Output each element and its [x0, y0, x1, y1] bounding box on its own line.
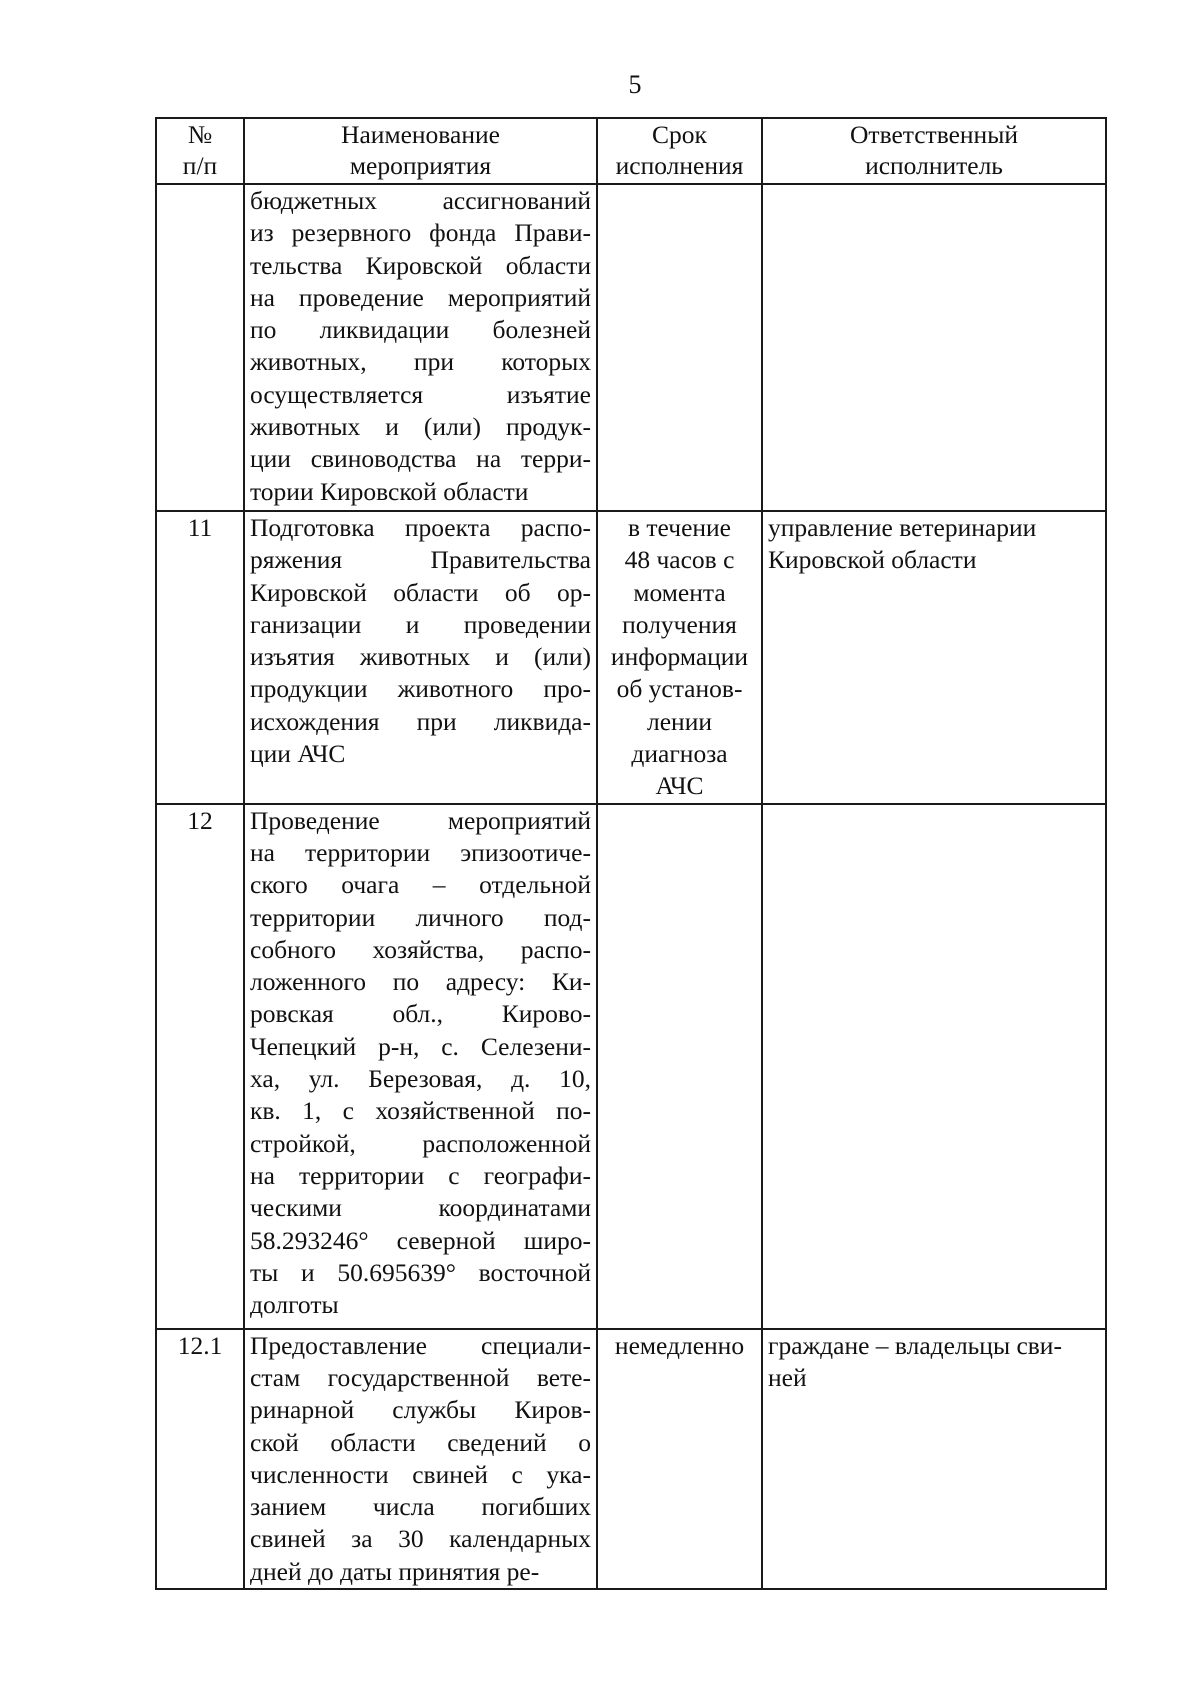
measure-name-line: занием числа погибших: [250, 1492, 591, 1522]
deadline-line: информации: [610, 642, 749, 672]
measure-name-line: Подготовка проекта распо-: [250, 513, 591, 542]
measure-name: [244, 184, 597, 511]
header-term: [597, 118, 762, 184]
measure-name: [244, 1329, 597, 1589]
measure-name-line: дней до даты принятия ре-: [250, 1556, 540, 1586]
measure-name-line: Чепецкий р-н, с. Селезени-: [250, 1031, 591, 1061]
measure-name-line: ложенного по адресу: Ки-: [250, 967, 591, 997]
measure-name-line: животных, при которых: [250, 347, 591, 377]
deadline-line: 48 часов с: [624, 545, 735, 575]
measure-name-line: долготы: [250, 1290, 339, 1320]
measure-name-line: ха, ул. Березовая, д. 10,: [250, 1064, 591, 1094]
measure-name-line: собного хозяйства, распо-: [250, 934, 591, 964]
measure-name-line: кв. 1, с хозяйственной по-: [250, 1096, 591, 1126]
measure-name: [244, 804, 597, 1329]
responsible-executor-line: граждане – владельцы сви-: [768, 1330, 1062, 1360]
row-number: [156, 184, 244, 511]
deadline-line: в течение: [628, 513, 731, 542]
measure-name-line: на проведение мероприятий: [250, 282, 591, 312]
table-row: [156, 184, 1106, 511]
measure-name-line: из резервного фонда Прави-: [250, 218, 591, 248]
page-number: 5: [628, 70, 642, 99]
responsible-executor: [762, 511, 1106, 804]
measure-name-line: ции АЧС: [250, 739, 346, 769]
measure-name-line: ты и 50.695639° восточной: [250, 1257, 591, 1287]
measure-name-line: ровская обл., Кирово-: [250, 999, 591, 1029]
measure-name-line: тории Кировской области: [250, 476, 529, 506]
header-responsible-line: исполнитель: [865, 151, 1003, 180]
measure-name-line: на территории с географи-: [250, 1160, 591, 1190]
measure-name-line: численности свиней с ука-: [250, 1459, 591, 1489]
measure-name-line: ряжения Правительства: [250, 545, 591, 575]
deadline: [597, 1329, 762, 1589]
deadline: [597, 184, 762, 511]
deadline-line: немедленно: [614, 1330, 745, 1360]
measure-name-line: территории личного под-: [250, 902, 591, 932]
responsible-executor-line: Кировской области: [768, 545, 977, 575]
deadline-line: об установ-: [616, 674, 743, 704]
header-term-line: Срок: [652, 120, 707, 149]
table-row: [156, 1329, 1106, 1589]
measure-name-line: ской области сведений о: [250, 1427, 591, 1457]
header-num-line: №: [187, 120, 213, 149]
measures-table: [155, 117, 1107, 1590]
deadline-line: получения: [622, 609, 737, 639]
measure-name-line: ского очага – отдельной: [250, 870, 591, 900]
measure-name-line: на территории эпизоотиче-: [250, 837, 591, 867]
header-name-line: мероприятия: [349, 151, 492, 180]
header-num-line: п/п: [182, 151, 218, 180]
measure-name-line: ринарной службы Киров-: [250, 1395, 591, 1425]
table-row: [156, 511, 1106, 804]
table-header-row: [156, 118, 1106, 184]
measure-name-line: продукции животного про-: [250, 674, 591, 704]
measure-name-line: Предоставление специали-: [250, 1330, 591, 1360]
responsible-executor-line: управление ветеринарии: [768, 513, 1037, 542]
responsible-executor: [762, 804, 1106, 1329]
measure-name-line: осуществляется изъятие: [250, 379, 591, 409]
responsible-executor: [762, 1329, 1106, 1589]
row-number: 12: [156, 804, 244, 1329]
deadline-line: лении: [647, 706, 712, 736]
measure-name-line: изъятия животных и (или): [250, 642, 591, 672]
measure-name-line: исхождения при ликвида-: [250, 706, 591, 736]
measure-name-line: 58.293246° северной широ-: [250, 1225, 591, 1255]
deadline-line: АЧС: [655, 771, 704, 801]
measure-name-line: стройкой, расположенной: [250, 1128, 591, 1158]
measure-name-line: Проведение мероприятий: [250, 805, 591, 835]
responsible-executor-line: ней: [768, 1362, 807, 1392]
measure-name-line: по ликвидации болезней: [250, 315, 591, 345]
row-number: 12.1: [156, 1329, 244, 1589]
measure-name-line: тельства Кировской области: [250, 250, 591, 280]
deadline: [597, 804, 762, 1329]
measure-name-line: ции свиноводства на терри-: [250, 444, 591, 474]
measure-name-line: ганизации и проведении: [250, 609, 591, 639]
deadline: [597, 511, 762, 804]
deadline-line: момента: [633, 577, 726, 607]
measure-name-line: Кировской области об ор-: [250, 577, 591, 607]
header-num: [156, 118, 244, 184]
measure-name: [244, 511, 597, 804]
measure-name-line: ческими координатами: [250, 1193, 591, 1223]
header-responsible: [762, 118, 1106, 184]
header-responsible-line: Ответственный: [850, 120, 1018, 149]
header-name: [244, 118, 597, 184]
measure-name-line: свиней за 30 календарных: [250, 1524, 591, 1554]
responsible-executor: [762, 184, 1106, 511]
measure-name-line: стам государственной вете-: [250, 1362, 591, 1392]
deadline-line: диагноза: [631, 739, 728, 769]
table-row: [156, 804, 1106, 1329]
measure-name-line: бюджетных ассигнований: [250, 186, 591, 215]
row-number: 11: [156, 511, 244, 804]
header-name-line: Наименование: [341, 120, 500, 149]
measure-name-line: животных и (или) продук-: [250, 412, 591, 442]
header-term-line: исполнения: [615, 151, 744, 180]
